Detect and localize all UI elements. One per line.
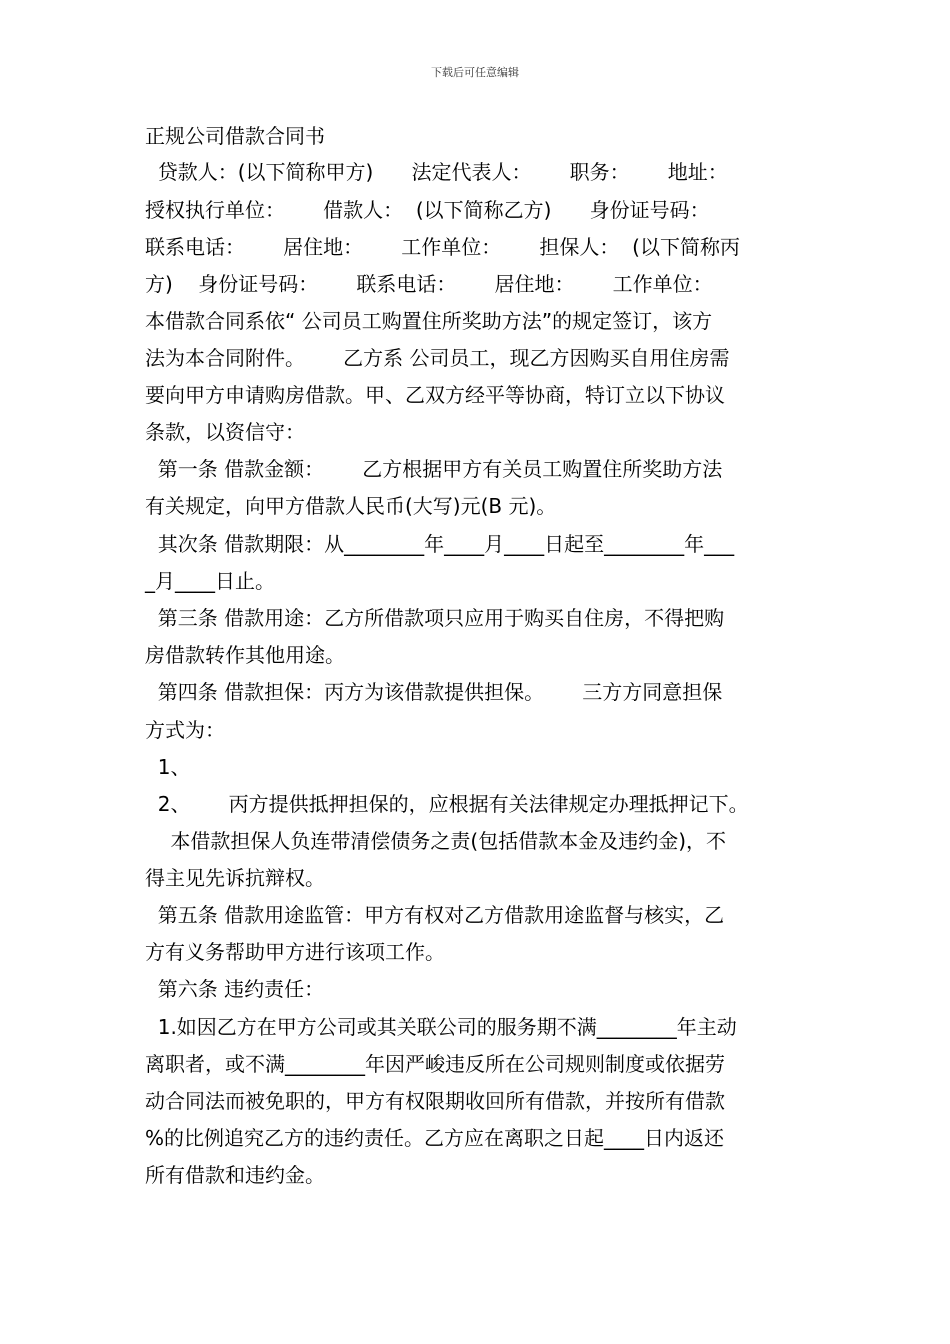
body-line: 要向甲方申请购房借款。甲、乙双方经平等协商，特订立以下协议 <box>145 383 725 407</box>
body-line: 动合同法而被免职的，甲方有权限期收回所有借款，并按所有借款 <box>145 1089 725 1113</box>
body-line: %的比例追究乙方的违约责任。乙方应在离职之日起____日内返还 <box>145 1126 725 1150</box>
article-5: 第五条 借款用途监管：甲方有权对乙方借款用途监督与核实，乙 <box>145 903 725 927</box>
body-line: 得主见先诉抗辩权。 <box>145 866 325 890</box>
body-line: 有关规定，向甲方借款人民币(大写)元(B 元)。 <box>145 494 557 518</box>
article-3: 第三条 借款用途：乙方所借款项只应用于购买自住房，不得把购 <box>145 606 725 630</box>
header-note: 下载后可任意编辑 <box>431 66 519 79</box>
list-item: 1、 <box>145 755 191 779</box>
list-item: 1.如因乙方在甲方公司或其关联公司的服务期不满________年主动 <box>145 1015 737 1039</box>
article-2: 其次条 借款期限：从________年____月____日起至________年___ <box>145 532 735 556</box>
body-line: 房借款转作其他用途。 <box>145 643 345 667</box>
body-line: 所有借款和违约金。 <box>145 1163 325 1187</box>
body-line: 法为本合同附件。 乙方系 公司员工，现乙方因购买自用住房需 <box>145 346 730 370</box>
article-6: 第六条 违约责任： <box>145 977 325 1001</box>
body-line: 条款，以资信守： <box>145 420 305 444</box>
article-1: 第一条 借款金额： 乙方根据甲方有关员工购置住所奖助方法 <box>145 457 723 481</box>
document-title: 正规公司借款合同书 <box>145 124 325 148</box>
body-line: 方有义务帮助甲方进行该项工作。 <box>145 940 445 964</box>
body-line: 方) 身份证号码： 联系电话： 居住地： 工作单位： <box>145 272 713 296</box>
body-line: _月____日止。 <box>145 569 275 593</box>
list-item: 2、 丙方提供抵押担保的，应根据有关法律规定办理抵押记下。 <box>145 792 749 816</box>
body-line: 授权执行单位： 借款人： (以下简称乙方) 身份证号码： <box>145 198 710 222</box>
body-line: 贷款人：(以下简称甲方) 法定代表人： 职务： 地址： <box>145 160 728 184</box>
body-line: 联系电话： 居住地： 工作单位： 担保人： (以下简称丙 <box>145 235 740 259</box>
article-4: 第四条 借款担保：丙方为该借款提供担保。 三方方同意担保 <box>145 680 723 704</box>
body-line: 方式为： <box>145 718 225 742</box>
body-line: 离职者，或不满________年因严峻违反所在公司规则制度或依据劳 <box>145 1052 725 1076</box>
body-line: 本借款合同系依“ 公司员工购置住所奖助方法”的规定签订，该方 <box>145 309 713 333</box>
body-line: 本借款担保人负连带清偿债务之责(包括借款本金及违约金)，不 <box>145 829 727 853</box>
